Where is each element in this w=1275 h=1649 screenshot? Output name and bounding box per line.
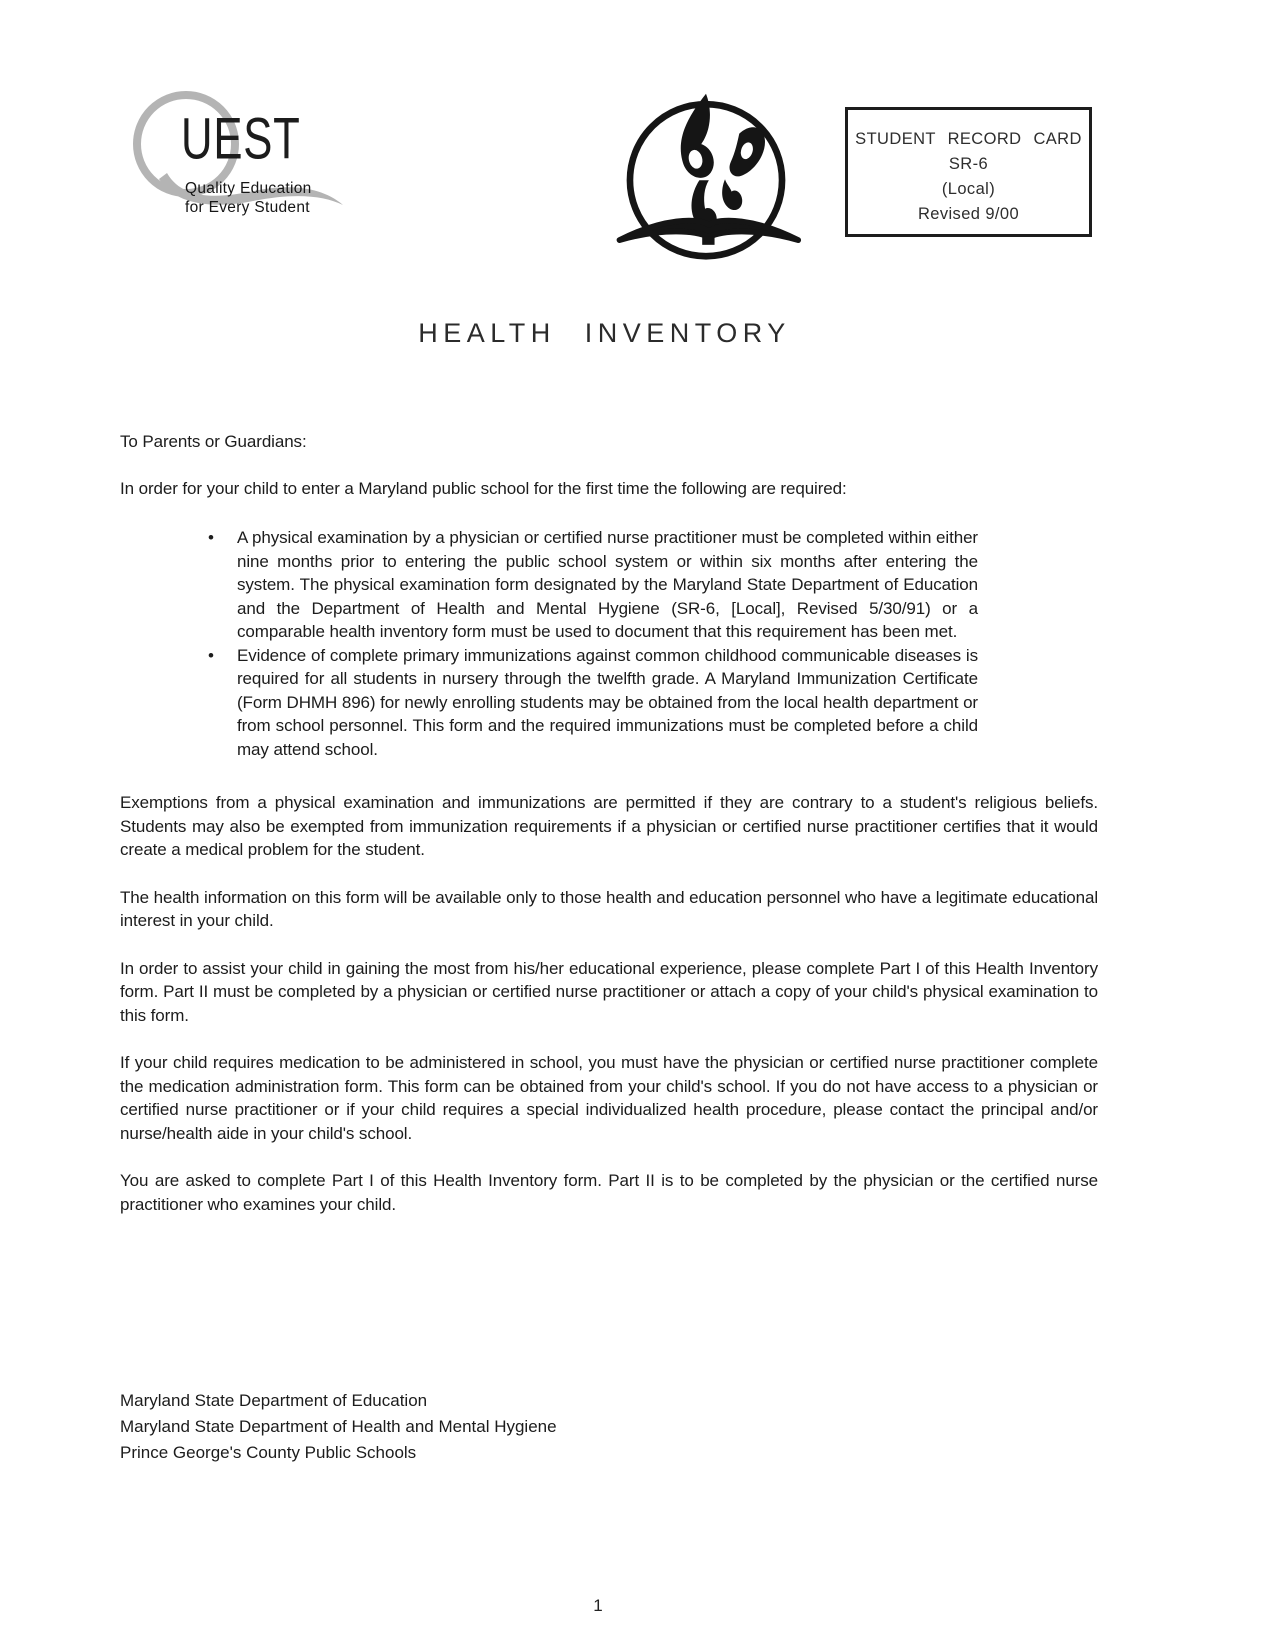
record-box-revised: Revised 9/00 (917, 205, 1020, 223)
list-item: • Evidence of complete primary immunizations against common childhood communicable diseases is required for all students in nursery through the twelfth grade. A Maryland Immunization Certificate (Form DHMH 896) for newly enrolling students may be obtained from the local health department or from school personnel. This form and the required immunizations must be completed before a child may attend school. (237, 644, 978, 762)
student-record-card-box (845, 107, 1092, 237)
agency-line: Maryland State Department of Health and Mental Hygiene (120, 1417, 557, 1436)
page-number: 1 (593, 1596, 603, 1615)
record-box-title: STUDENT RECORD CARD (855, 130, 1082, 148)
salutation: To Parents or Guardians: (120, 432, 307, 451)
letter-body (120, 430, 1098, 1216)
requirements-list (120, 526, 978, 761)
quest-tagline-line2: for Every Student (185, 199, 310, 216)
paragraph-completion: You are asked to complete Part I of this Health Inventory form. Part II is to be completed by the physician or the certified nurse practitioner who examines your child. (120, 1171, 1098, 1214)
intro-paragraph: In order for your child to enter a Maryland public school for the first time the following are required: (120, 478, 847, 498)
pgcps-seal-icon (610, 86, 802, 282)
quest-tagline-line1: Quality Education (185, 180, 312, 197)
page-title: HEALTH INVENTORY (418, 318, 791, 348)
record-box-form-number: SR-6 (948, 155, 989, 173)
quest-wordmark: UEST (181, 104, 301, 171)
record-box-local: (Local) (941, 180, 996, 198)
paragraph-exemptions: Exemptions from a physical examination and immunizations are permitted if they are contrary to a student's religious beliefs. Students may also be exempted from immunization requirements if a physician or certified nurse practitioner certifies that it would create a medical problem for the student. (120, 793, 1098, 859)
quest-tagline (185, 179, 312, 217)
agency-line: Maryland State Department of Education (120, 1391, 428, 1410)
list-item: • A physical examination by a physician or certified nurse practitioner must be completed within either nine months prior to entering the public school system or within six months after entering the system. The physical examination form designated by the Maryland State Department of Education and the Department of Health and Mental Hygiene (SR-6, [Local], Revised 5/30/91) or a comparable health inventory form must be used to document that this requirement has been met. (237, 526, 978, 644)
paragraph-part1-part2: In order to assist your child in gaining the most from his/her educational experience, please complete Part I of this Health Inventory form. Part II must be completed by a physician or certified nurse practitioner or attach a copy of your child's physical examination to this form. (120, 958, 1098, 1025)
quest-logo (133, 83, 373, 223)
paragraph-privacy: The health information on this form will be available only to those health and education personnel who have a legitimate educational interest in your child. (120, 887, 1098, 930)
agency-list (120, 1388, 557, 1466)
agency-line: Prince George's County Public Schools (120, 1443, 417, 1462)
paragraph-medication: If your child requires medication to be administered in school, you must have the physician or certified nurse practitioner complete the medication administration form. This form can be obtained from your child's school. If you do not have access to a physician or certified nurse practitioner or if your child requires a special individualized health procedure, please contact the principal and/or nurse/health aide in your child's school. (120, 1053, 1098, 1143)
